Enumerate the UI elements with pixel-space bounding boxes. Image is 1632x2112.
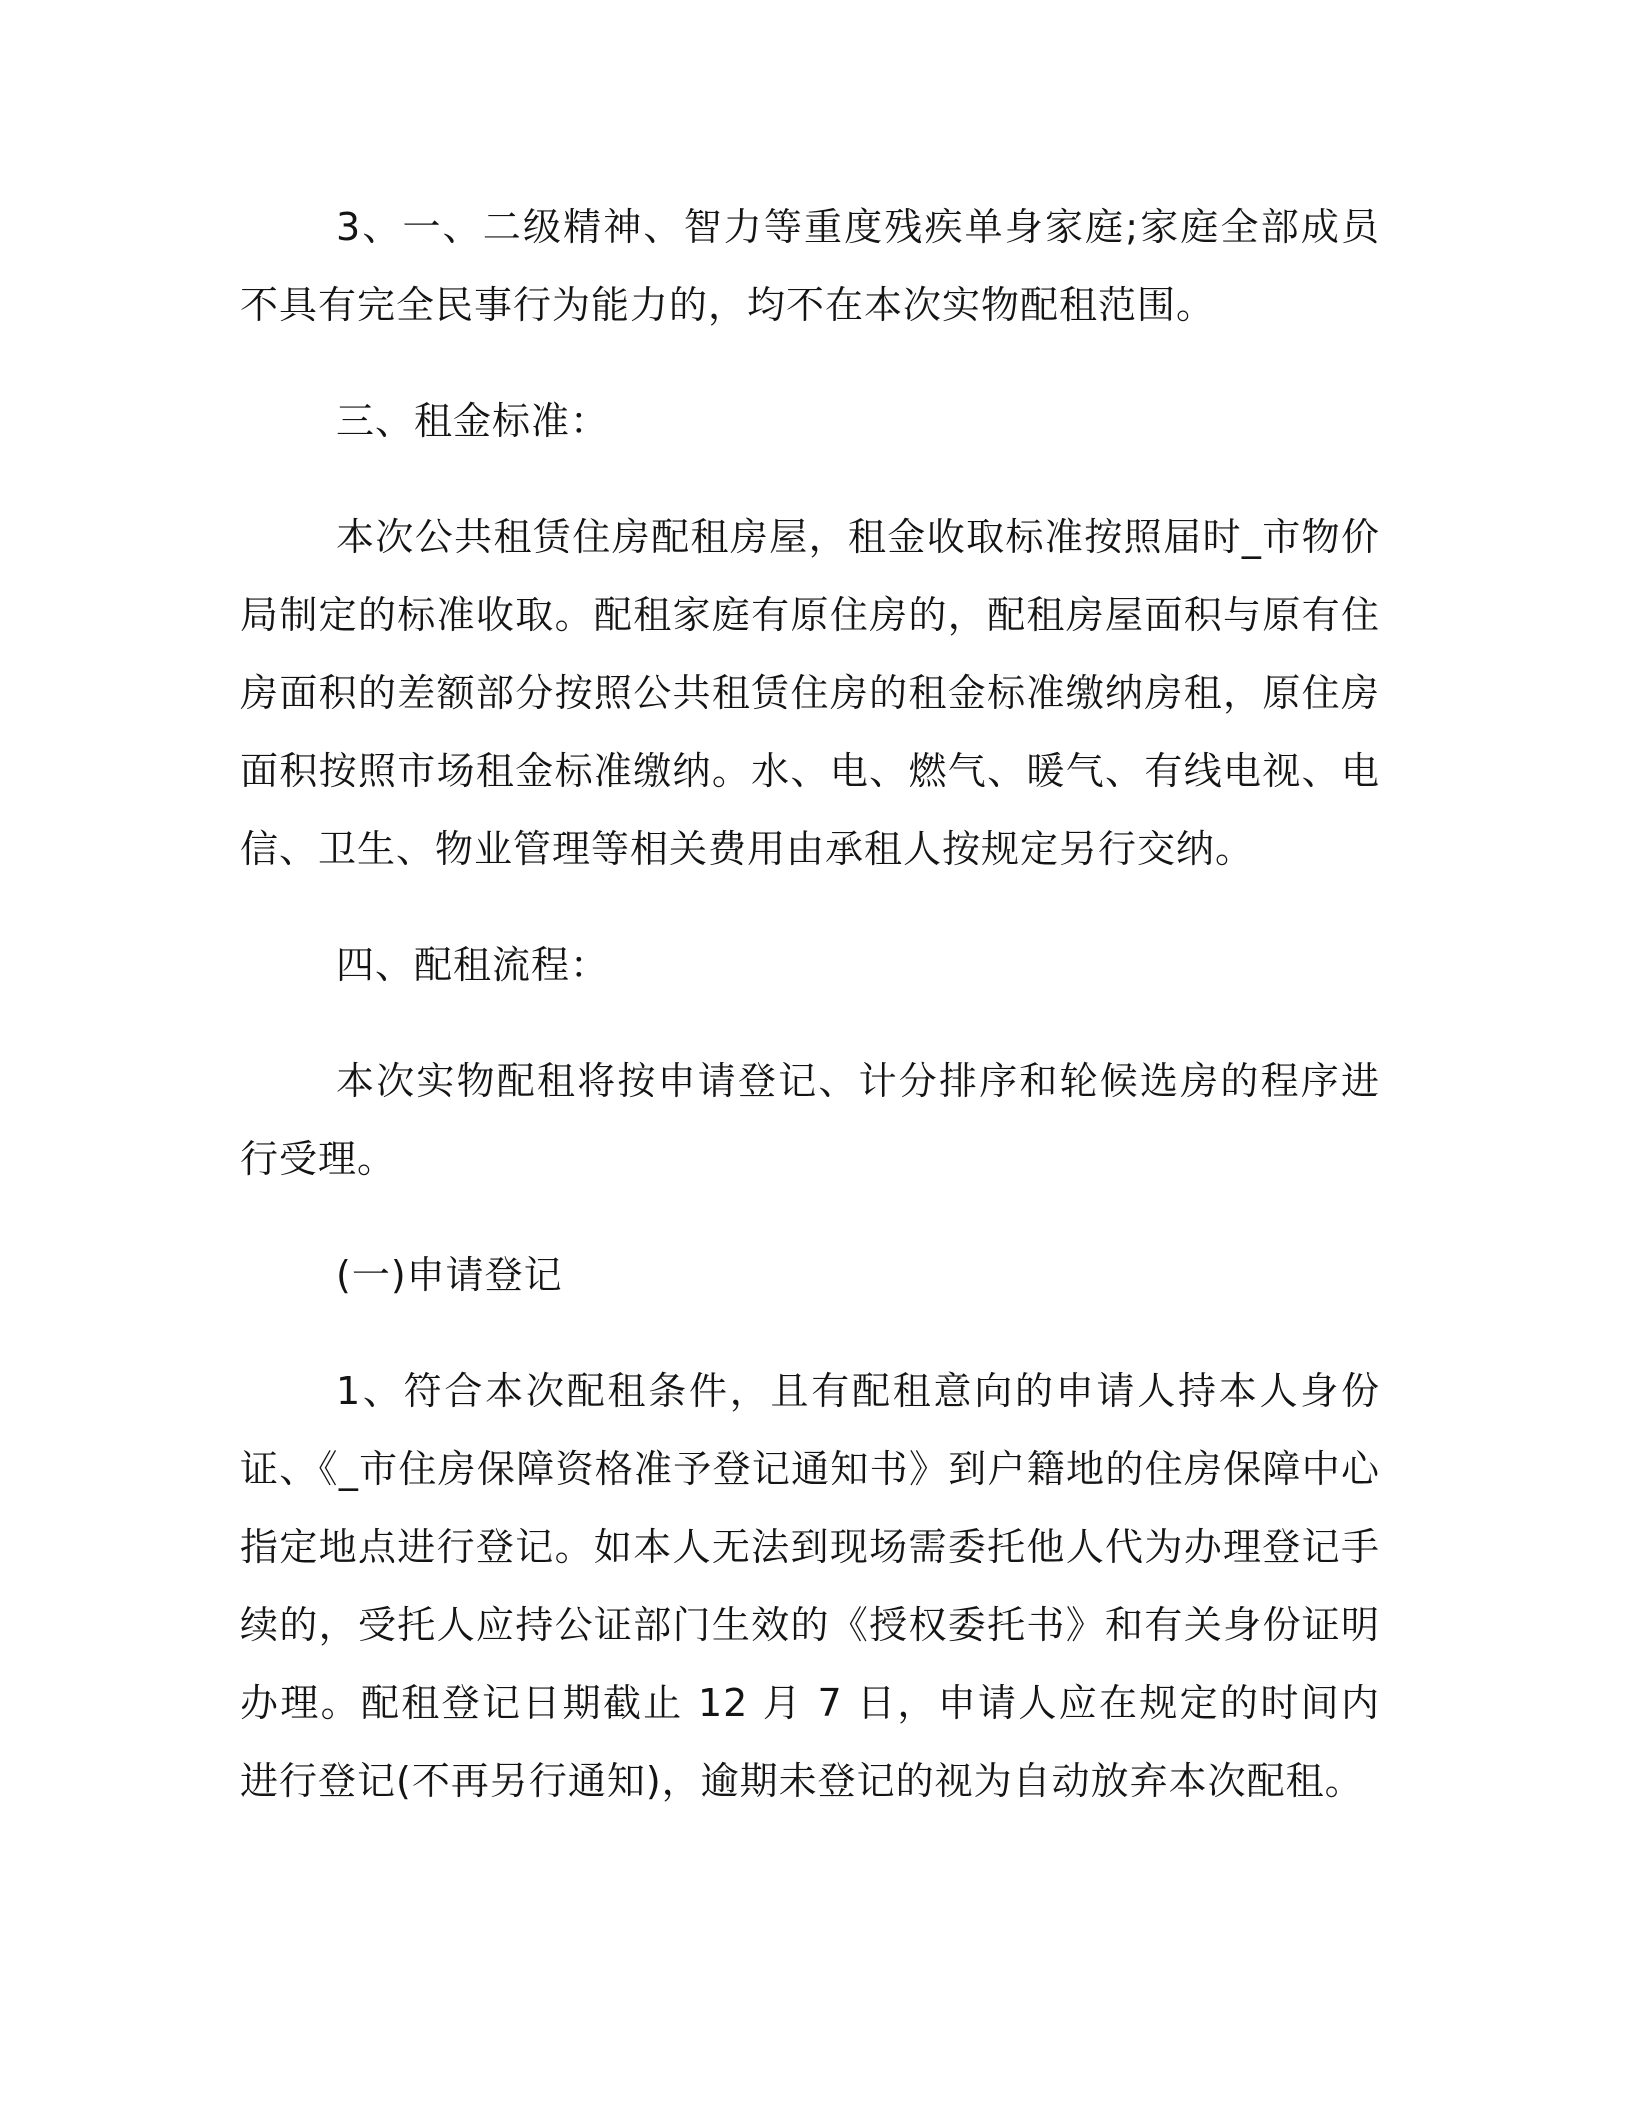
section-heading-rental-process: 四、配租流程： [336, 943, 610, 987]
paragraph-rent-standard: 本次公共租赁住房配租房屋，租金收取标准按照届时_市物价局制定的标准收取。配租家庭有原住房的，配租房屋面积与原有住房面积的差额部分按照公共租赁住房的租金标准缴纳房租，原住房面积按照市场租金标准缴纳。水、电、燃气、暖气、有线电视、电信、卫生、物业管理等相关费用由承租人按规定另行交纳。 [240, 515, 1380, 871]
section-heading-rent-standard: 三、租金标准： [336, 399, 610, 443]
subsection-heading-application-registration: (一)申请登记 [336, 1253, 563, 1297]
document-body [240, 188, 1380, 1820]
paragraph-disability-exclusion: 3、一、二级精神、智力等重度残疾单身家庭;家庭全部成员不具有完全民事行为能力的，均不在本次实物配租范围。 [240, 205, 1380, 327]
paragraph-application-registration: 1、符合本次配租条件，且有配租意向的申请人持本人身份证、《_市住房保障资格准予登记通知书》到户籍地的住房保障中心指定地点进行登记。如本人无法到现场需委托他人代为办理登记手续的，受托人应持公证部门生效的《授权委托书》和有关身份证明办理。配租登记日期截止 12 月 7 日，申请人应在规定的时间内进行登记(不再另行通知)，逾期未登记的视为自动放弃本次配租。 [240, 1369, 1380, 1803]
paragraph-rental-process: 本次实物配租将按申请登记、计分排序和轮候选房的程序进行受理。 [240, 1059, 1380, 1181]
